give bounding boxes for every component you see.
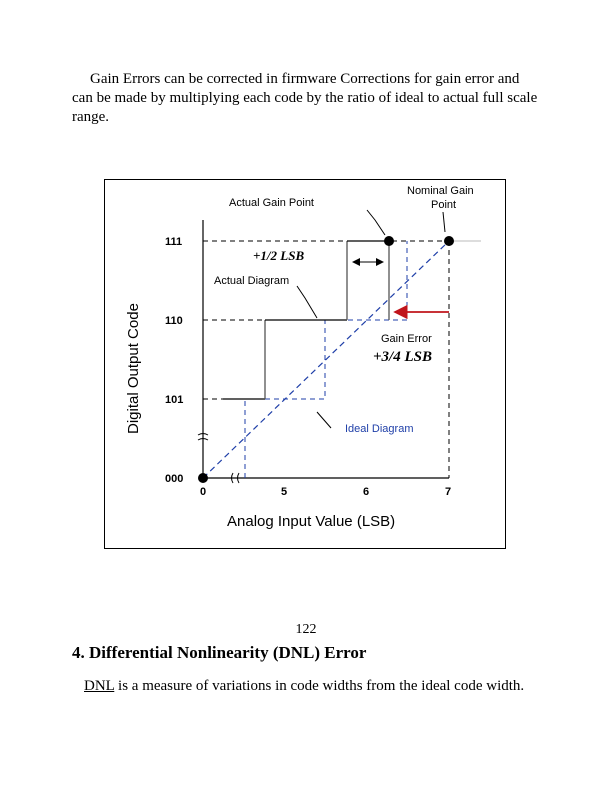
x-tick-5: 5: [281, 486, 288, 498]
ideal-diagram-label: Ideal Diagram: [345, 423, 414, 435]
x-tick-7: 7: [445, 486, 452, 498]
gain-error-diagram: [105, 180, 507, 550]
nominal-gain-point-label-2: Point: [431, 199, 457, 211]
intro-paragraph-text: Gain Errors can be corrected in firmware Corrections for gain error and can be made by multiplying each code by the ratio of ideal to actual full scale range.: [72, 71, 538, 125]
leader-lines: [297, 210, 445, 428]
dnl-term: DNL: [84, 678, 115, 694]
actual-gain-point-marker: [384, 236, 394, 246]
gain-error-figure: [104, 179, 506, 549]
three-quarter-lsb-label: +3/4 LSB: [373, 349, 432, 365]
section-heading: 4. Differential Nonlinearity (DNL) Error: [72, 643, 367, 662]
actual-diagram-label: Actual Diagram: [214, 275, 290, 287]
y-tick-110: 110: [165, 315, 183, 327]
nominal-gain-point-label-1: Nominal Gain: [407, 185, 474, 197]
gain-error-label: Gain Error: [381, 333, 432, 345]
nominal-gain-point-marker: [444, 236, 454, 246]
intro-paragraph: [72, 70, 542, 127]
dnl-paragraph: [72, 677, 542, 696]
dnl-paragraph-text: is a measure of variations in code widths from the ideal code width.: [114, 678, 525, 694]
x-axis-label: Analog Input Value (LSB): [227, 513, 396, 530]
x-tick-0: 0: [200, 486, 207, 498]
y-tick-000: 000: [165, 473, 184, 485]
half-lsb-label: +1/2 LSB: [253, 248, 305, 263]
actual-staircase: [223, 241, 389, 399]
page-number: 122: [295, 622, 317, 637]
actual-gain-point-label: Actual Gain Point: [229, 197, 314, 209]
y-axis-label: Digital Output Code: [125, 303, 142, 434]
origin-point: [198, 473, 208, 483]
y-tick-111: 111: [165, 236, 183, 248]
x-tick-6: 6: [363, 486, 370, 498]
y-tick-101: 101: [165, 394, 184, 406]
